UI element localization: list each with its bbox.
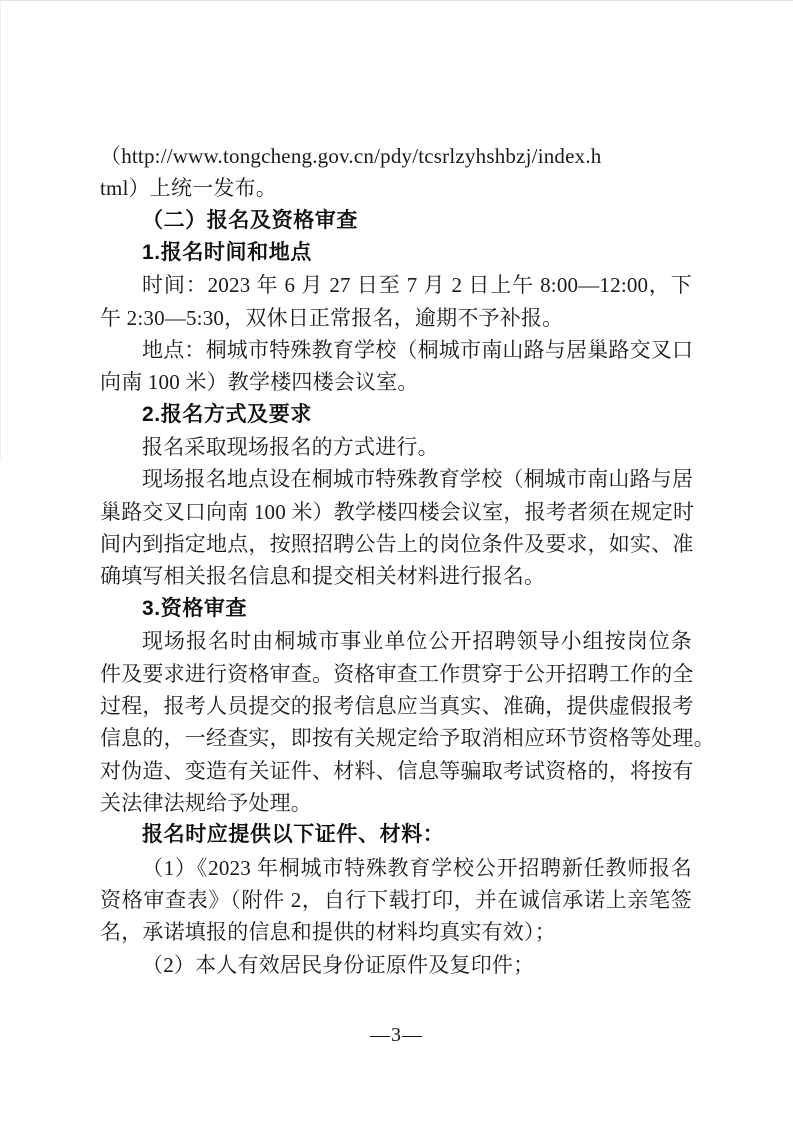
para-document-2-line-1: （2）本人有效居民身份证原件及复印件； bbox=[142, 952, 535, 977]
heading-section-2-registration-and-review: （二）报名及资格审查 bbox=[142, 208, 358, 232]
para-review-line-3: 过程，报考人员提交的报考信息应当真实、准确，提供虚假报考 bbox=[100, 693, 694, 718]
para-review-line-1: 现场报名时由桐城市事业单位公开招聘领导小组按岗位条 bbox=[142, 629, 692, 654]
para-onsite-line-4: 确填写相关报名信息和提交相关材料进行报名。 bbox=[100, 564, 546, 589]
para-document-1-line-2: 资格审查表》（附件 2，自行下载打印，并在诚信承诺上亲笔签 bbox=[100, 887, 692, 912]
para-place-line-1: 地点：桐城市特殊教育学校（桐城市南山路与居巢路交叉口 bbox=[142, 338, 694, 363]
document-body bbox=[100, 140, 715, 981]
para-document-1-line-1: （1）《2023 年桐城市特殊教育学校公开招聘新任教师报名 bbox=[142, 855, 692, 880]
para-review-line-5: 对伪造、变造有关证件、材料、信息等骗取考试资格的，将按有 bbox=[100, 758, 694, 783]
para-onsite-line-1: 现场报名地点设在桐城市特殊教育学校（桐城市南山路与居 bbox=[142, 467, 694, 492]
url-line-2: tml）上统一发布。 bbox=[100, 176, 278, 201]
heading-3-qualification-review: 3.资格审查 bbox=[142, 596, 248, 620]
heading-required-documents: 报名时应提供以下证件、材料： bbox=[142, 823, 445, 847]
para-time-line-1: 时间：2023 年 6 月 27 日至 7 月 2 日上午 8:00—12:00，下 bbox=[142, 273, 692, 298]
para-method-line-1: 报名采取现场报名的方式进行。 bbox=[142, 435, 439, 460]
para-review-line-6: 关法律法规给予处理。 bbox=[100, 790, 312, 815]
para-onsite-line-2: 巢路交叉口向南 100 米）教学楼四楼会议室，报考者须在规定时 bbox=[100, 499, 695, 524]
para-onsite-line-3: 间内到指定地点，按照招聘公告上的岗位条件及要求，如实、准 bbox=[100, 532, 694, 557]
para-place-line-2: 向南 100 米）教学楼四楼会议室。 bbox=[100, 370, 419, 395]
para-review-line-4: 信息的，一经查实，即按有关规定给予取消相应环节资格等处理。 bbox=[100, 726, 715, 751]
page-number: —3— bbox=[370, 1024, 423, 1046]
page-top-edge-line bbox=[0, 0, 793, 1]
heading-1-registration-time-and-place: 1.报名时间和地点 bbox=[142, 241, 312, 265]
page-left-edge-line bbox=[0, 0, 1, 460]
para-document-1-line-3: 名，承诺填报的信息和提供的材料均真实有效）； bbox=[100, 920, 556, 945]
para-time-line-2: 午 2:30—5:30，双休日正常报名，逾期不予补报。 bbox=[100, 305, 564, 330]
url-line-1: （http://www.tongcheng.gov.cn/pdy/tcsrlzyhshbzj/index.h bbox=[100, 144, 602, 168]
heading-2-registration-method: 2.报名方式及要求 bbox=[142, 402, 312, 426]
para-review-line-2: 件及要求进行资格审查。资格审查工作贯穿于公开招聘工作的全 bbox=[100, 661, 694, 686]
